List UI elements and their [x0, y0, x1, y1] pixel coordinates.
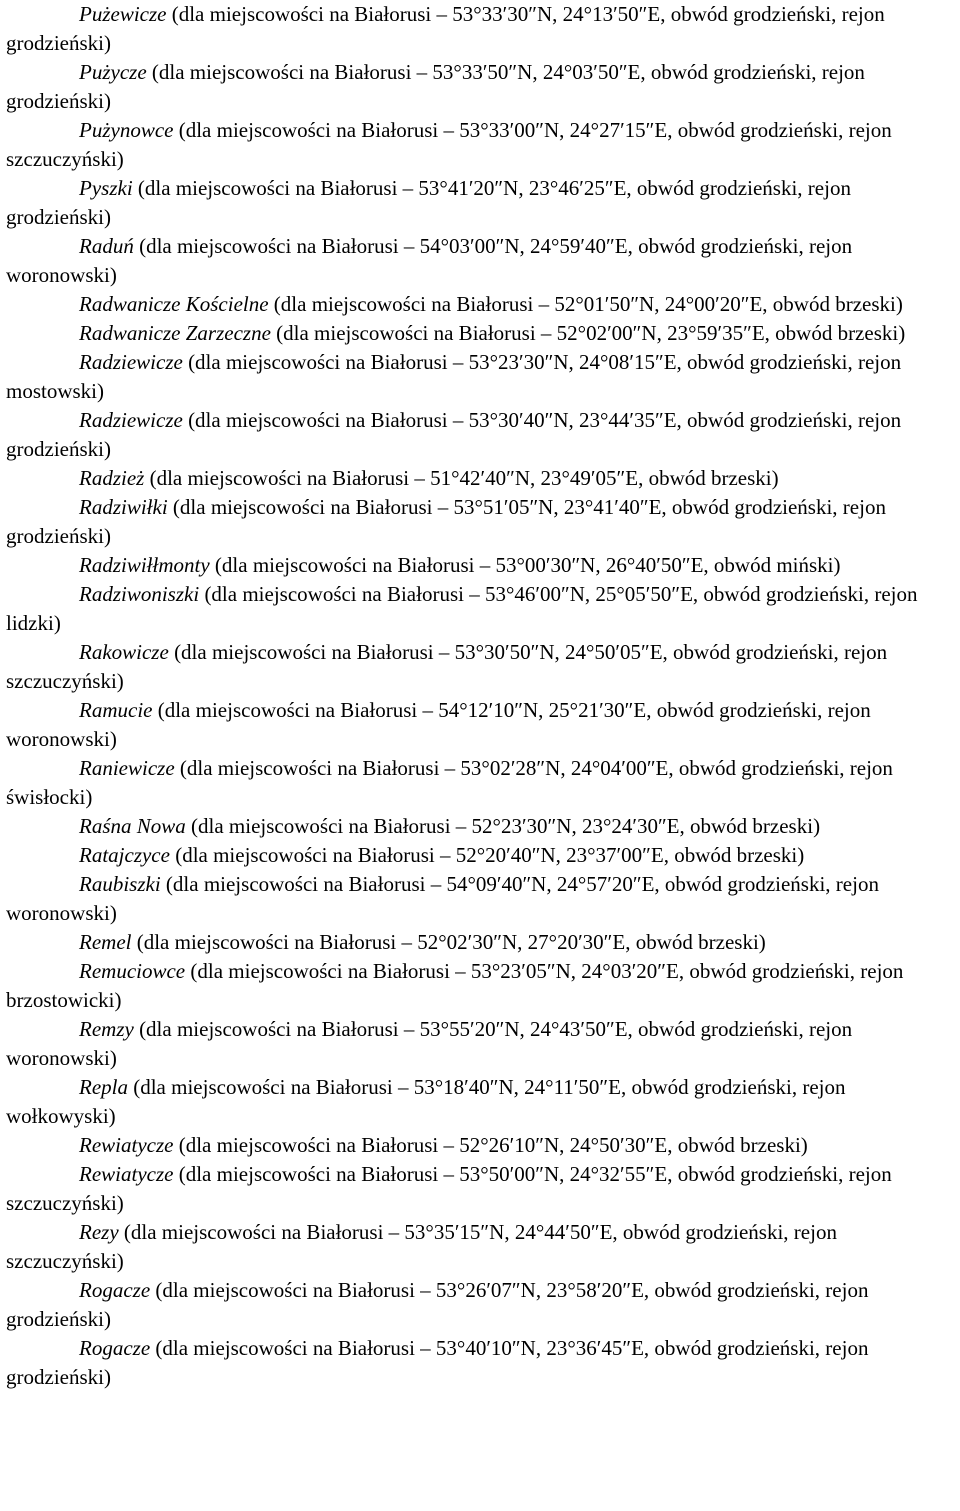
place-description: (dla miejscowości na Białorusi – 53°33′50″N, 24°03′50″E, obwód grodzieński, rejon grodzieński)	[6, 60, 865, 113]
list-item	[6, 754, 952, 812]
place-name: Ratajczyce	[79, 843, 170, 867]
place-description: (dla miejscowości na Białorusi – 52°26′10″N, 24°50′30″E, obwód brzeski)	[178, 1133, 808, 1157]
list-item	[6, 638, 952, 696]
place-description: (dla miejscowości na Białorusi – 53°40′10″N, 23°36′45″E, obwód grodzieński, rejon grodzieński)	[6, 1336, 869, 1389]
list-item	[6, 696, 952, 754]
place-description: (dla miejscowości na Białorusi – 53°23′05″N, 24°03′20″E, obwód grodzieński, rejon brzostowicki)	[6, 959, 904, 1012]
place-description: (dla miejscowości na Białorusi – 53°33′30″N, 24°13′50″E, obwód grodzieński, rejon grodzieński)	[6, 2, 885, 55]
place-name: Radwanicze Zarzeczne	[79, 321, 271, 345]
place-description: (dla miejscowości na Białorusi – 52°23′30″N, 23°24′30″E, obwód brzeski)	[191, 814, 821, 838]
place-name: Pużewicze	[79, 2, 167, 26]
place-description: (dla miejscowości na Białorusi – 52°02′30″N, 27°20′30″E, obwód brzeski)	[136, 930, 766, 954]
place-name: Radziwiłki	[79, 495, 168, 519]
place-description: (dla miejscowości na Białorusi – 53°46′00″N, 25°05′50″E, obwód grodzieński, rejon lidzki)	[6, 582, 918, 635]
list-item	[6, 464, 952, 493]
place-name: Raduń	[79, 234, 134, 258]
list-item	[6, 812, 952, 841]
place-description: (dla miejscowości na Białorusi – 52°01′50″N, 24°00′20″E, obwód brzeski)	[273, 292, 903, 316]
list-item	[6, 406, 952, 464]
list-item	[6, 957, 952, 1015]
place-description: (dla miejscowości na Białorusi – 53°50′00″N, 24°32′55″E, obwód grodzieński, rejon szczuczyński)	[6, 1162, 892, 1215]
place-description: (dla miejscowości na Białorusi – 53°51′05″N, 23°41′40″E, obwód grodzieński, rejon grodzieński)	[6, 495, 886, 548]
place-description: (dla miejscowości na Białorusi – 53°33′00″N, 24°27′15″E, obwód grodzieński, rejon szczuczyński)	[6, 118, 892, 171]
place-description: (dla miejscowości na Białorusi – 53°02′28″N, 24°04′00″E, obwód grodzieński, rejon świsłocki)	[6, 756, 893, 809]
list-item	[6, 116, 952, 174]
place-description: (dla miejscowości na Białorusi – 53°30′50″N, 24°50′05″E, obwód grodzieński, rejon szczuczyński)	[6, 640, 888, 693]
place-name: Pużycze	[79, 60, 147, 84]
place-name: Radwanicze Kościelne	[79, 292, 269, 316]
list-item	[6, 551, 952, 580]
place-name: Raniewicze	[79, 756, 175, 780]
list-item	[6, 928, 952, 957]
place-name: Raubiszki	[79, 872, 161, 896]
place-description: (dla miejscowości na Białorusi – 54°12′10″N, 25°21′30″E, obwód grodzieński, rejon woronowski)	[6, 698, 871, 751]
entry-list	[6, 0, 952, 1392]
place-name: Raśna Nowa	[79, 814, 186, 838]
list-item	[6, 1015, 952, 1073]
place-name: Radziwiłłmonty	[79, 553, 210, 577]
place-description: (dla miejscowości na Białorusi – 53°26′07″N, 23°58′20″E, obwód grodzieński, rejon grodzieński)	[6, 1278, 869, 1331]
list-item	[6, 580, 952, 638]
list-item	[6, 1073, 952, 1131]
place-name: Rewiatycze	[79, 1133, 174, 1157]
place-name: Radziwoniszki	[79, 582, 200, 606]
place-name: Rakowicze	[79, 640, 169, 664]
place-description: (dla miejscowości na Białorusi – 53°18′40″N, 24°11′50″E, obwód grodzieński, rejon wołkowyski)	[6, 1075, 846, 1128]
place-name: Radzież	[79, 466, 145, 490]
place-description: (dla miejscowości na Białorusi – 52°02′00″N, 23°59′35″E, obwód brzeski)	[276, 321, 906, 345]
place-name: Remel	[79, 930, 132, 954]
place-name: Rogacze	[79, 1278, 151, 1302]
place-description: (dla miejscowości na Białorusi – 53°55′20″N, 24°43′50″E, obwód grodzieński, rejon woronowski)	[6, 1017, 853, 1070]
place-name: Rogacze	[79, 1336, 151, 1360]
list-item	[6, 348, 952, 406]
place-description: (dla miejscowości na Białorusi – 53°23′30″N, 24°08′15″E, obwód grodzieński, rejon mostowski)	[6, 350, 902, 403]
place-name: Pużynowce	[79, 118, 174, 142]
list-item	[6, 319, 952, 348]
list-item	[6, 232, 952, 290]
place-name: Remzy	[79, 1017, 134, 1041]
place-description: (dla miejscowości na Białorusi – 54°09′40″N, 24°57′20″E, obwód grodzieński, rejon woronowski)	[6, 872, 879, 925]
place-description: (dla miejscowości na Białorusi – 53°41′20″N, 23°46′25″E, obwód grodzieński, rejon grodzieński)	[6, 176, 851, 229]
place-name: Ramucie	[79, 698, 153, 722]
list-item	[6, 0, 952, 58]
list-item	[6, 1334, 952, 1392]
list-item	[6, 1276, 952, 1334]
place-name: Radziewicze	[79, 350, 183, 374]
place-description: (dla miejscowości na Białorusi – 52°20′40″N, 23°37′00″E, obwód brzeski)	[175, 843, 805, 867]
place-name: Remuciowce	[79, 959, 186, 983]
place-name: Rewiatycze	[79, 1162, 174, 1186]
place-description: (dla miejscowości na Białorusi – 54°03′00″N, 24°59′40″E, obwód grodzieński, rejon woronowski)	[6, 234, 853, 287]
list-item	[6, 1131, 952, 1160]
place-description: (dla miejscowości na Białorusi – 53°00′30″N, 26°40′50″E, obwód miński)	[214, 553, 841, 577]
place-description: (dla miejscowości na Białorusi – 53°30′40″N, 23°44′35″E, obwód grodzieński, rejon grodzieński)	[6, 408, 902, 461]
list-item	[6, 493, 952, 551]
list-item	[6, 1218, 952, 1276]
list-item	[6, 174, 952, 232]
list-item	[6, 841, 952, 870]
place-description: (dla miejscowości na Białorusi – 51°42′40″N, 23°49′05″E, obwód brzeski)	[149, 466, 779, 490]
list-item	[6, 870, 952, 928]
list-item	[6, 58, 952, 116]
place-name: Pyszki	[79, 176, 133, 200]
place-name: Radziewicze	[79, 408, 183, 432]
list-item	[6, 1160, 952, 1218]
place-name: Rezy	[79, 1220, 119, 1244]
place-name: Repla	[79, 1075, 128, 1099]
list-item	[6, 290, 952, 319]
place-description: (dla miejscowości na Białorusi – 53°35′15″N, 24°44′50″E, obwód grodzieński, rejon szczuczyński)	[6, 1220, 837, 1273]
